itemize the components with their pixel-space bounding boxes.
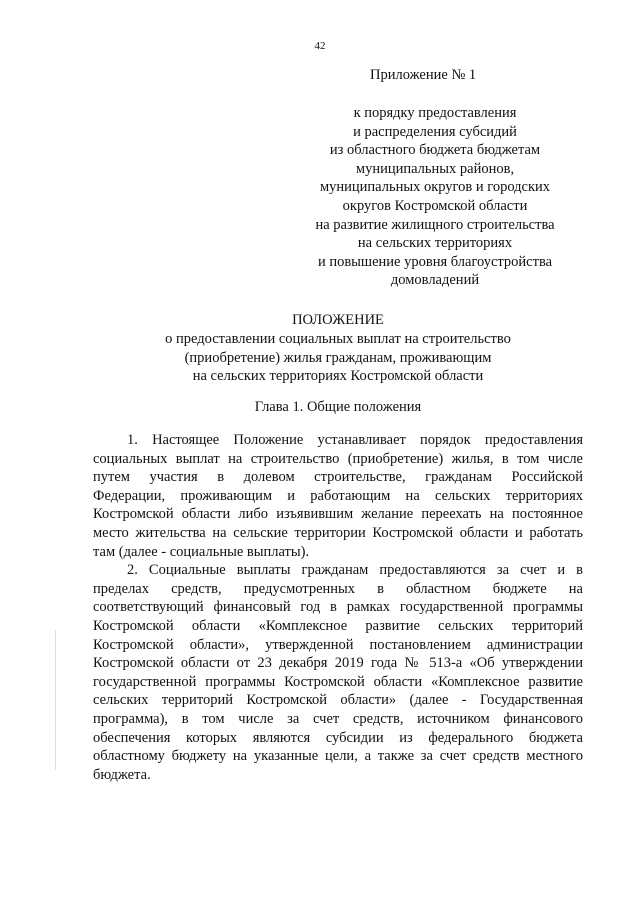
paragraph-line: место жительства на сельские территории Костромской области и работать	[93, 524, 583, 541]
appendix-title: Приложение № 1	[370, 67, 477, 83]
scan-margin-mark	[55, 630, 56, 770]
paragraph-line: Костромской области «Комплексное развитие сельских территорий	[93, 617, 583, 634]
document-subtitle	[0, 330, 640, 386]
appendix-subtitle-line: муниципальных районов,	[355, 160, 515, 177]
paragraph-line: Костромской области», утвержденной постановлением администрации	[93, 636, 583, 653]
paragraph-line: путем участия в долевом строительстве, гражданам Российской	[93, 469, 583, 486]
paragraph-line: Костромской области либо изъявившим желание переехать на постоянное	[93, 506, 583, 523]
paragraph-line: Федерации, проживающим и работающим на сельских территориях	[93, 487, 583, 504]
paragraph-line: областному бюджету на указанные цели, а также за счет средств местного	[93, 748, 583, 765]
body-text	[93, 431, 583, 784]
appendix-subtitle-line: домовладений	[390, 272, 480, 289]
appendix-subtitle-line: на развитие жилищного строительства	[315, 216, 555, 233]
document-subtitle-line: (приобретение) жилья гражданам, проживающим	[184, 349, 492, 366]
document-title: ПОЛОЖЕНИЕ	[292, 312, 384, 328]
appendix-subtitle	[285, 104, 585, 290]
paragraph-line: обеспечения которых являются субсидии из федерального бюджета	[93, 729, 583, 746]
appendix-subtitle-line: округов Костромской области	[342, 197, 528, 214]
paragraph-line: бюджета.	[93, 766, 151, 783]
document-subtitle-line: на сельских территориях Костромской области	[192, 368, 484, 385]
document-subtitle-line: о предоставлении социальных выплат на строительство	[165, 331, 511, 347]
appendix-subtitle-line: и повышение уровня благоустройства	[317, 253, 553, 270]
paragraph-2	[93, 561, 583, 784]
paragraph-line: Костромской области от 23 декабря 2019 года № 513-а «Об утверждении	[93, 655, 583, 672]
paragraph-line: пределах средств, предусмотренных в областном бюджете на	[93, 580, 583, 597]
appendix-subtitle-line: и распределения субсидий	[353, 123, 517, 140]
paragraph-line: там (далее - социальные выплаты).	[93, 543, 310, 560]
paragraph-line: 1. Настоящее Положение устанавливает порядок предоставления	[127, 432, 583, 448]
paragraph-line: государственной программы Костромской области «Комплексное развитие	[93, 673, 583, 690]
paragraph-line: социальных выплат на строительство (приобретение) жилья, в том числе	[93, 450, 583, 467]
paragraph-line: сельских территорий Костромской области» (далее - Государственная	[93, 692, 583, 709]
paragraph-1	[93, 431, 583, 561]
paragraph-line: 2. Социальные выплаты гражданам предоставляются за счет и в	[127, 562, 583, 579]
page-number: 42	[314, 40, 326, 52]
appendix-subtitle-line: муниципальных округов и городских	[319, 179, 551, 196]
appendix-subtitle-line: к порядку предоставления	[353, 105, 517, 121]
appendix-subtitle-line: из областного бюджета бюджетам	[329, 142, 541, 159]
paragraph-line: программа), в том числе за счет средств, источником финансового	[93, 710, 583, 727]
chapter-title: Глава 1. Общие положения	[254, 399, 422, 415]
appendix-subtitle-line: на сельских территориях	[357, 235, 513, 252]
paragraph-line: соответствующий финансовый год в рамках государственной программы	[93, 599, 583, 616]
